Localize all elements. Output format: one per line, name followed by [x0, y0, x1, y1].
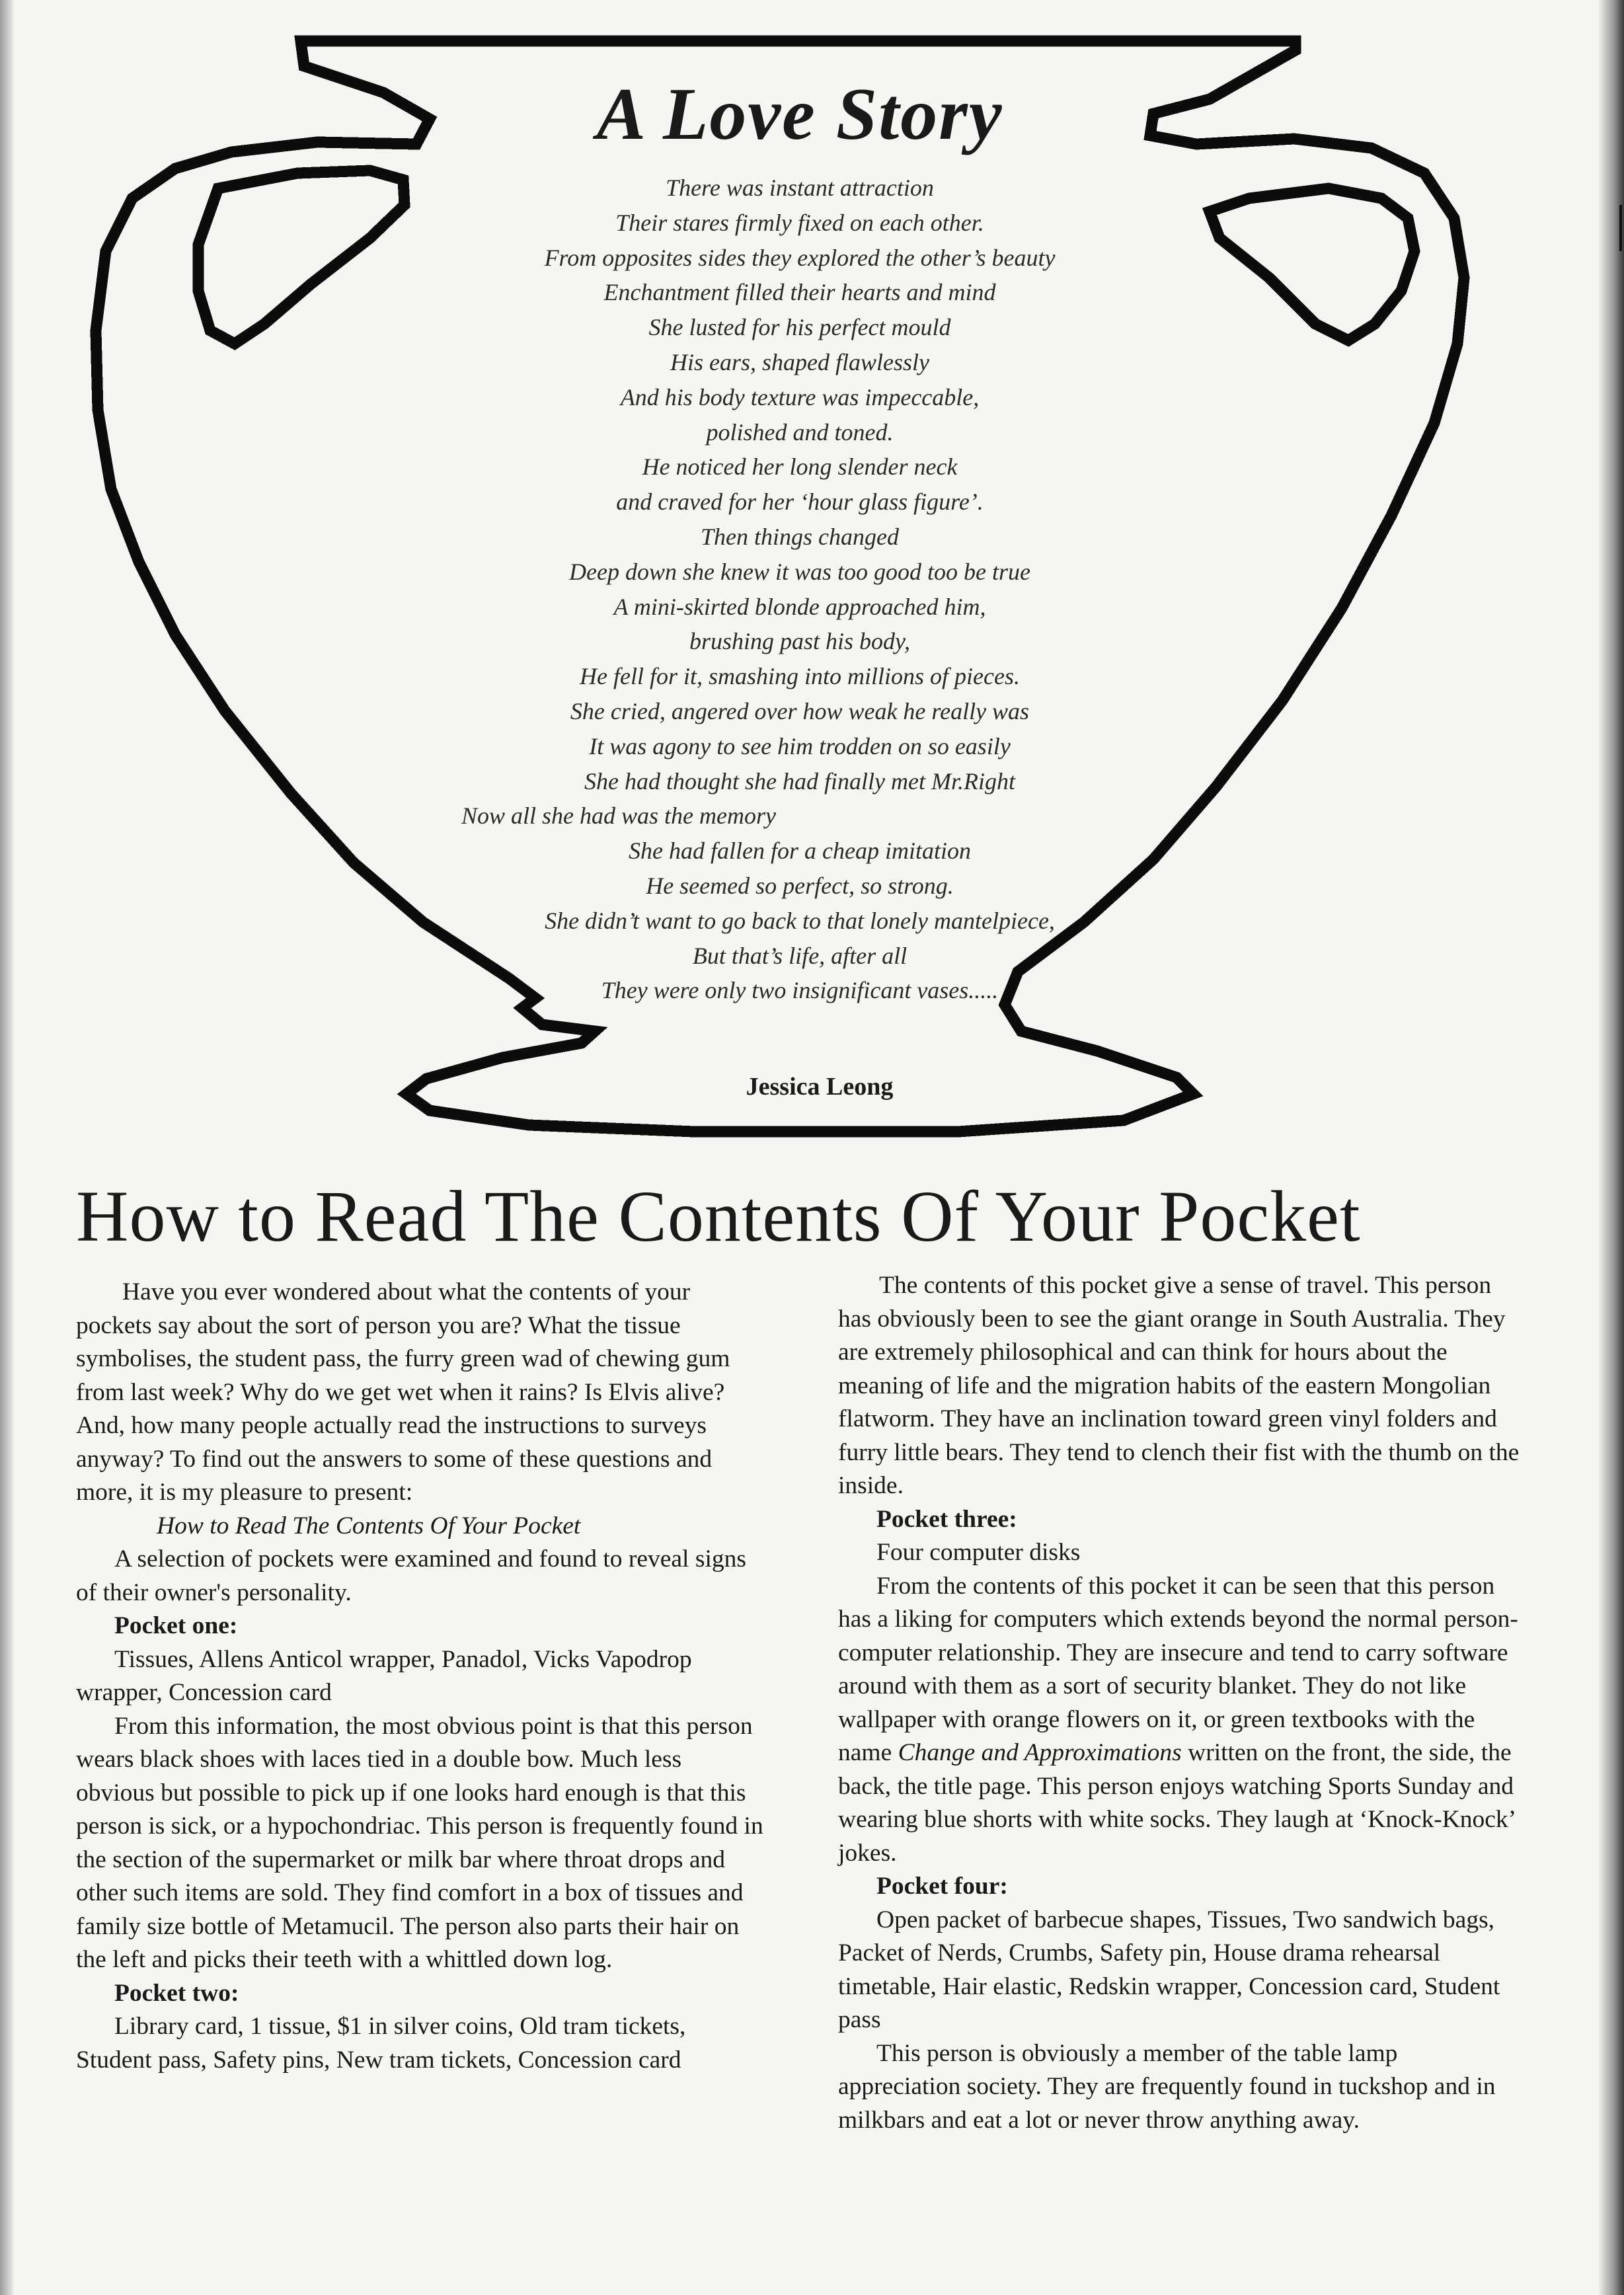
poem-title: A Love Story	[596, 73, 1003, 155]
pocket-analysis-text: written on the front, the side, the back, the title page. This person enjoys watching Sports Sunday and wearing blue shorts with white socks. They laugh at ‘Knock-Knock’ jokes.	[838, 1739, 1515, 1867]
poem-line: He noticed her long slender neck	[642, 453, 958, 481]
poem-line: Now all she had was the memory	[461, 802, 776, 830]
poem-line: He fell for it, smashing into millions of pieces.	[580, 663, 1020, 690]
pocket-items: Open packet of barbecue shapes, Tissues, Two sandwich bags, Packet of Nerds, Crumbs, Safety pin, House drama rehearsal timetable, Hair elastic, Redskin wrapper, Concession card, Student pass	[838, 1906, 1500, 2033]
poem-line: brushing past his body,	[689, 628, 911, 655]
book-title-italic: Change and Approximations	[898, 1739, 1182, 1766]
poem-line: polished and toned.	[706, 418, 894, 446]
pocket-heading: Pocket two:	[114, 1979, 239, 2007]
pocket-items: Library card, 1 tissue, $1 in silver coins, Old tram tickets, Student pass, Safety pins, New tram tickets, Concession card	[76, 2013, 686, 2074]
poem-body	[370, 171, 1229, 1008]
pocket-analysis: From this information, the most obvious point is that this person wears black shoes with laces tied in a double bow. Much less obvious but possible to pick up if one looks hard enough is that this person is sick, or a hypochondriac. This person is frequently found in the section of the supermarket or milk bar where throat drops and other such items are sold. They find comfort in a box of tissues and family size bottle of Metamucil. The person also parts their hair on the left and picks their teeth with a whittled down log.	[76, 1712, 763, 1973]
poem-line: Their stares firmly fixed on each other.	[615, 209, 984, 236]
poem-author: Jessica Leong	[746, 1073, 894, 1101]
poem-line: Then things changed	[701, 523, 899, 550]
pocket-items: Four computer disks	[876, 1539, 1081, 1566]
poem-line: And his body texture was impeccable,	[620, 383, 980, 410]
intro-title-italic: How to Read The Contents Of Your Pocket	[157, 1512, 581, 1539]
poem-line: She didn’t want to go back to that lonely mantelpiece,	[545, 907, 1055, 934]
poem-line: She cried, angered over how weak he really was	[570, 697, 1030, 724]
poem-line: There was instant attraction	[666, 175, 934, 201]
pocket-analysis: The contents of this pocket give a sense of travel. This person has obviously been to see the giant orange in South Australia. They are extremely philosophical and can think for hours about the meaning of life and the migration habits of the eastern Mongolian flatworm. They have an inclination toward green vinyl folders and furry little bears. They tend to clench their fist with the thumb on the inside.	[838, 1272, 1520, 1499]
pocket-heading: Pocket four:	[876, 1873, 1008, 1900]
poem-line: A mini-skirted blonde approached him,	[613, 593, 986, 620]
pocket-analysis-text: From the contents of this pocket it can be seen that this person has a liking for computers which extends beyond the normal person-computer relationship. They are insecure and tend to carry software around with them as a sort of security blanket. They do not like wallpaper with orange flowers on it, or green textbooks with the name	[838, 1572, 1518, 1766]
poem-line: and craved for her ‘hour glass figure’.	[616, 488, 984, 516]
poem-line: She had thought she had finally met Mr.Right	[584, 767, 1015, 795]
poem-line: She lusted for his perfect mould	[648, 314, 951, 341]
poem-line: His ears, shaped flawlessly	[670, 348, 929, 375]
pocket-analysis: This person is obviously a member of the table lamp appreciation society. They are frequently found in tuckshop and in milkbars and eat a lot or never throw anything away.	[838, 2039, 1496, 2134]
article-column-left	[76, 1276, 763, 2077]
poem-line: Enchantment filled their hearts and mind	[603, 279, 996, 306]
pocket-heading: Pocket three:	[876, 1505, 1017, 1533]
poem-line: She had fallen for a cheap imitation	[629, 837, 971, 865]
poem-line: From opposites sides they explored the other’s beauty	[544, 244, 1056, 271]
poem-line: But that’s life, after all	[692, 942, 908, 969]
pocket-heading: Pocket one:	[114, 1612, 238, 1639]
poem-line: Deep down she knew it was too good too be true	[569, 558, 1030, 585]
selection-paragraph: A selection of pockets were examined and found to reveal signs of their owner's personality.	[76, 1545, 746, 1606]
poem-line: He seemed so perfect, so strong.	[646, 872, 954, 899]
article-column-right	[838, 1269, 1526, 2137]
intro-paragraph: Have you ever wondered about what the contents of your pockets say about the sort of person you are? What the tissue symbolises, the student pass, the furry green wad of chewing gum from last week? Why do we get wet when it rains? Is Elvis alive? And, how many people actually read the instructions to surveys anyway? To find out the answers to some of these questions and more, it is my pleasure to present:	[76, 1278, 730, 1506]
poem-line: They were only two insignificant vases.....	[601, 977, 999, 1004]
pocket-items: Tissues, Allens Anticol wrapper, Panadol, Vicks Vapodrop wrapper, Concession card	[76, 1645, 692, 1706]
pocket-analysis	[838, 1570, 1526, 1871]
article-title: How to Read The Contents Of Your Pocket	[76, 1176, 1361, 1257]
poem-line: It was agony to see him trodden on so easily	[589, 732, 1011, 759]
